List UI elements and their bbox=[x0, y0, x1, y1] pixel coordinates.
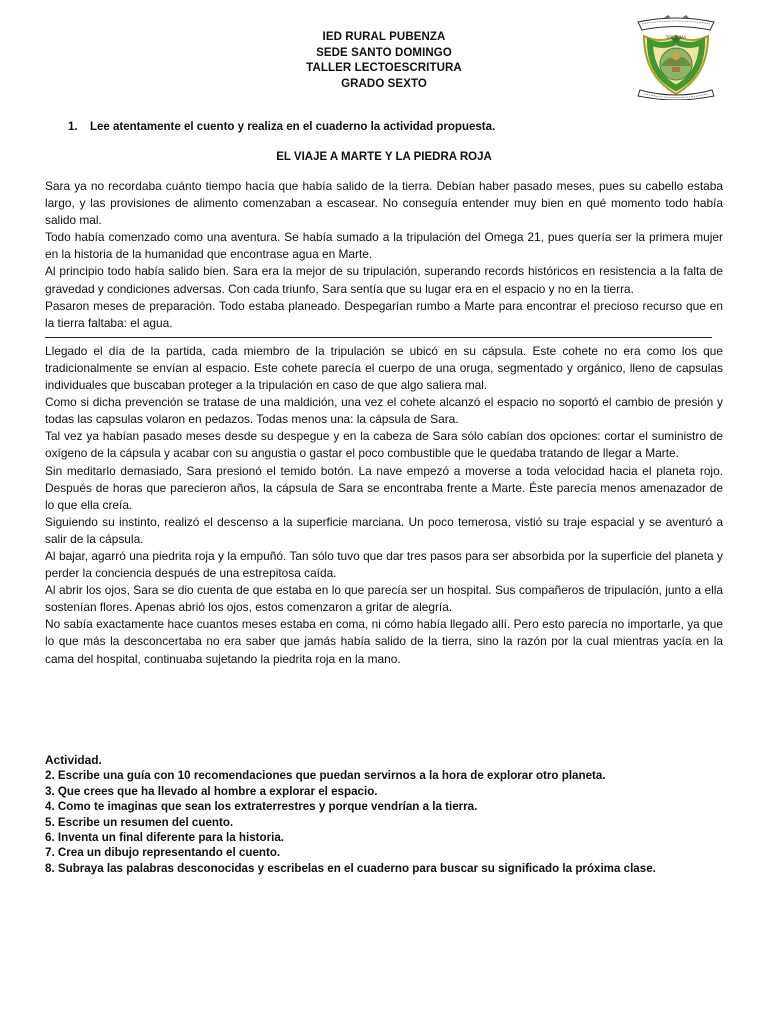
story-paragraph: Tal vez ya habían pasado meses desde su despegue y en la cabeza de Sara sólo cabían dos opciones: cortar el suministro de oxígeno de la cápsula y acabar con su angustia o gastar el poco combustible que le quedaba tratando de llegar a Marte. bbox=[45, 429, 723, 461]
campus-name: SEDE SANTO DOMINGO bbox=[316, 46, 452, 59]
activity-heading: Actividad. bbox=[45, 753, 102, 767]
activity-item: 7. Crea un dibujo representando el cuento. bbox=[45, 846, 281, 860]
story-paragraph: Al bajar, agarró una piedrita roja y la empuñó. Tan sólo tuvo que dar tres pasos para ser absorbida por la superficie del planeta y perder la conciencia después de una estrepitosa caída. bbox=[45, 548, 723, 581]
activity-item: 2. Escribe una guía con 10 recomendaciones que puedan servirnos a la hora de explorar otro planeta. bbox=[45, 769, 606, 783]
story-paragraph: Llegado el día de la partida, cada miembro de la tripulación se ubicó en su cápsula. Este cohete no era como los que tradicionalmente se envían al espacio. Este cohete parecía el cuerpo de una oruga, segmentado y orgánico, lleno de capsulas individuales que buscaban proteger a la tripulación en caso de que algo saliera mal. bbox=[45, 343, 723, 393]
activity-section bbox=[45, 753, 723, 876]
school-crest-logo bbox=[630, 14, 722, 100]
story-paragraph: Al principio todo había salido bien. Sara era la mejor de su tripulación, superando records históricos en resistencia a la falta de gravedad y condiciones adversas. Con cada triunfo, Sara sentía que su lugar era en el espacio y no en la tierra. bbox=[45, 264, 723, 296]
activity-item: 8. Subraya las palabras desconocidas y escribelas en el cuaderno para buscar su significado la próxima clase. bbox=[45, 861, 656, 875]
divider-line bbox=[45, 337, 712, 338]
activity-item: 4. Como te imaginas que sean los extraterrestres y porque vendrían a la tierra. bbox=[45, 800, 478, 814]
activity-item: 6. Inventa un final diferente para la historia. bbox=[45, 831, 285, 845]
grade-name: GRADO SEXTO bbox=[341, 77, 427, 90]
story-paragraph: Sara ya no recordaba cuánto tiempo hacía que había salido de la tierra. Debían haber pasado meses, pues su cabello estaba largo, y las provisiones de alimento comenzaban a escasear. No conseguía entender muy bien en qué momento todo había salido mal. bbox=[45, 179, 723, 228]
activity-item: 3. Que crees que ha llevado al hombre a explorar el espacio. bbox=[45, 784, 378, 798]
story-paragraph: Sin meditarlo demasiado, Sara presionó el temido botón. La nave empezó a moverse a toda velocidad hacia el planeta rojo. Después de horas que parecieron años, la cápsula de Sara se encontraba frente a Marte. Éste parecía menos amenazador de lo que ella creía. bbox=[45, 463, 723, 512]
story-paragraph: Todo había comenzado como una aventura. Se había sumado a la tripulación del Omega 21, pues quería ser la primera mujer en la historia de la humanidad que encontrase agua en Marte. bbox=[45, 230, 723, 262]
story-paragraph: Siguiendo su instinto, realizó el descenso a la superficie marciana. Un poco temerosa, vistió su traje espacial y se aventuró a salir de la cápsula. bbox=[45, 514, 723, 546]
story-title: EL VIAJE A MARTE Y LA PIEDRA ROJA bbox=[276, 151, 492, 163]
activity-item: 5. Escribe un resumen del cuento. bbox=[45, 815, 234, 829]
story-paragraph: Al abrir los ojos, Sara se dio cuenta de que estaba en lo que parecía ser un hospital. Sus compañeros de tripulación, junto a ella sostenían flores. Apenas abrió los ojos, estos comenzaron a gritar de alegría. bbox=[45, 583, 723, 615]
story-paragraph: Como si dicha prevención se tratase de una maldición, una vez el cohete alcanzó el espacio no soportó el cambio de presión y todas las capsulas volaron en pedazos. Todas menos una: la cápsula de Sara. bbox=[45, 395, 723, 427]
school-name: IED RURAL PUBENZA bbox=[322, 31, 446, 43]
instruction-text: Lee atentamente el cuento y realiza en el cuaderno la actividad propuesta. bbox=[90, 121, 496, 133]
story-paragraph: Pasaron meses de preparación. Todo estaba planeado. Despegarían rumbo a Marte para encontrar el precioso recurso que en la tierra faltaba: el agua. bbox=[45, 298, 723, 330]
logo-text: TOCAIMA bbox=[665, 34, 687, 40]
instruction bbox=[68, 121, 708, 133]
workshop-name: TALLER LECTOESCRITURA bbox=[306, 62, 462, 74]
story-body bbox=[45, 178, 723, 668]
story-paragraph: No sabía exactamente hace cuantos meses estaba en coma, ni cómo había llegado allí. Pero esto parecía no importarle, ya que lo que más la desconcertaba no era saber que jamás había salido de la tierra, sino la razón por la cual mientras yacía en la cama del hospital, continuaba sujetando la piedrita roja en la mano. bbox=[45, 617, 723, 666]
instruction-number: 1. bbox=[68, 121, 78, 133]
